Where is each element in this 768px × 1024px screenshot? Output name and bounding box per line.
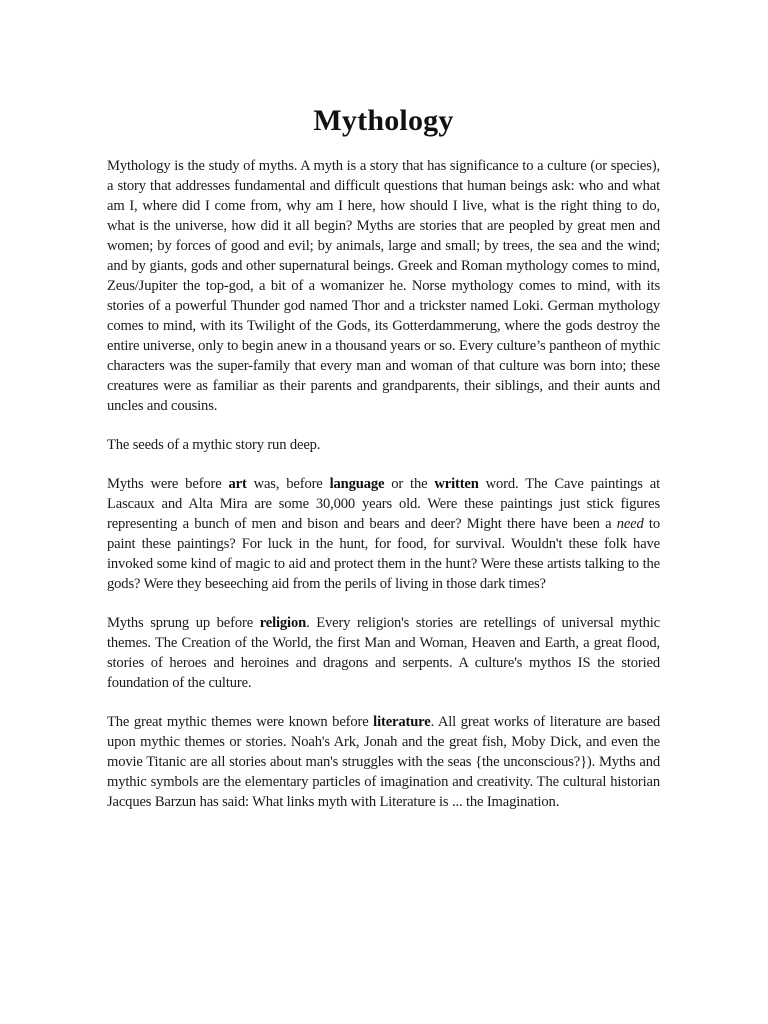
emphasis-need: need [616,516,644,532]
text-span: to paint these paintings? For luck in the hunt, for food, for survival. Wouldn't these folk have invoked some kind of magic to aid and protect them in the hunt? Were these artists talking to the gods? Were they beseeching aid from the perils of living in those dark times? [107,516,660,592]
emphasis-art: art [228,476,247,492]
page-title: Mythology [313,104,454,137]
text-span: or the [384,476,435,492]
paragraph-art [107,474,660,594]
paragraph-seeds: The seeds of a mythic story run deep. [107,437,321,453]
text-span: . All great works of literature are based upon mythic themes or stories. Noah's Ark, Jonah and the great fish, Moby Dick, and even the movie Titanic are all stories about man's struggles with the seas {the unconscious?}). Myths and mythic symbols are the elementary particles of imagination and creativity. The cultural historian Jacques Barzun has said: What links myth with Literature is ... the Imagination. [107,714,660,810]
paragraph-intro: Mythology is the study of myths. A myth is a story that has significance to a culture (or species), a story that addresses fundamental and difficult questions that human beings ask: who and what am I, where did I come from, why am I here, how should I live, what is the right thing to do, what is the universe, how did it all begin? Myths are stories that are peopled by great men and women; by forces of good and evil; by animals, large and small; by trees, the sea and the wind; and by giants, gods and other supernatural beings. Greek and Roman mythology comes to mind, Zeus/Jupiter the top-god, a bit of a womanizer he. Norse mythology comes to mind, with its stories of a powerful Thunder god named Thor and a trickster named Loki. German mythology comes to mind, with its Twilight of the Gods, its Gotterdammerung, where the gods destroy the entire universe, only to begin anew in a thousand years or so. Every culture’s pantheon of mythic characters was the super-family that every man and woman of that culture was born into; these creatures were as familiar as their parents and grandparents, their siblings, and their aunts and uncles and cousins. [107,158,660,414]
emphasis-literature: literature [373,714,431,730]
text-span: . Every religion's stories are retellings of universal mythic themes. The Creation of the World, the first Man and Woman, Heaven and Earth, a great flood, stories of heroes and heroines and dragons and serpents. A culture's mythos IS the storied foundation of the culture. [107,615,660,691]
paragraph-literature [107,712,660,812]
paragraph-religion [107,613,660,693]
text-span: word. The Cave paintings at Lascaux and Alta Mira are some 30,000 years old. Were these paintings just stick figures representing a bunch of men and bison and bears and deer? Might there have been a [107,476,660,532]
emphasis-religion: religion [259,615,307,631]
text-span: Myths were before [107,476,229,492]
text-span: Myths sprung up before [107,615,260,631]
text-span: The great mythic themes were known before [107,714,374,730]
emphasis-written: written [434,476,479,492]
emphasis-language: language [329,476,385,492]
text-span: was, before [246,476,330,492]
document-page [107,104,660,831]
